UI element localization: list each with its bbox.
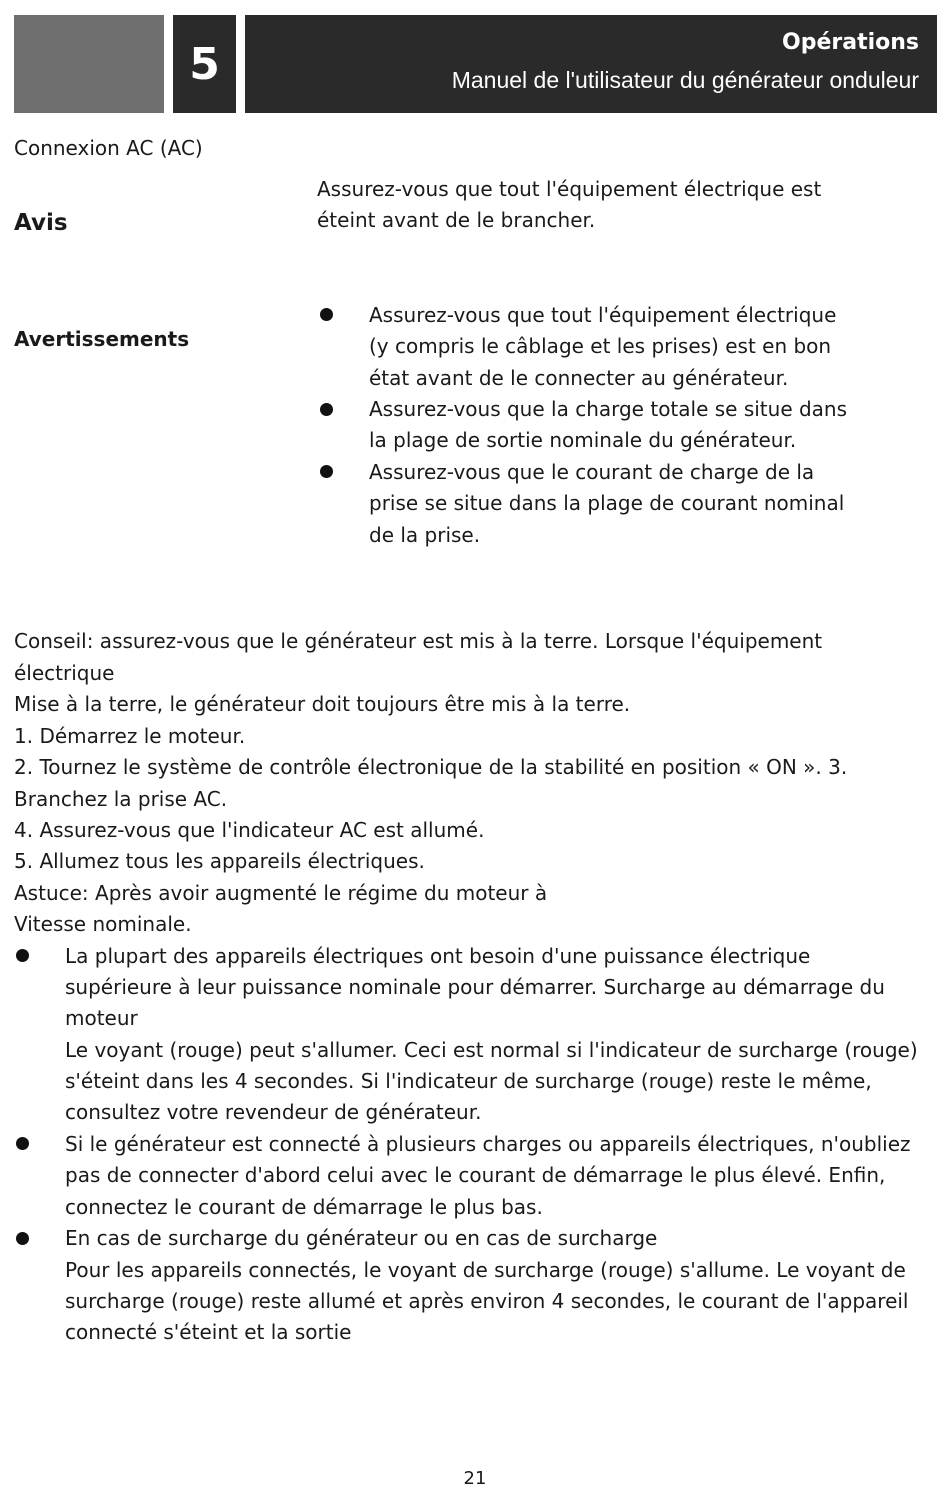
bullet-icon xyxy=(16,1137,29,1150)
bullet-icon xyxy=(16,1232,29,1245)
bullet-icon xyxy=(320,403,333,416)
tip-line: pas de connecter d'abord celui avec le courant de démarrage le plus élevé. Enfin, xyxy=(65,1163,886,1187)
tip-line: En cas de surcharge du générateur ou en cas de surcharge xyxy=(65,1226,658,1250)
body-line: Vitesse nominale. xyxy=(14,912,192,936)
header-grey-block xyxy=(14,15,164,113)
body-line: Mise à la terre, le générateur doit toujours être mis à la terre. xyxy=(14,692,631,716)
body-line: Astuce: Après avoir augmenté le régime du moteur à xyxy=(14,881,548,905)
warning-line: Assurez-vous que tout l'équipement électrique xyxy=(369,303,837,327)
body-line: Conseil: assurez-vous que le générateur est mis à la terre. Lorsque l'équipement xyxy=(14,629,823,653)
warning-line: prise se situe dans la plage de courant nominal xyxy=(369,491,845,515)
tip-line: Pour les appareils connectés, le voyant de surcharge (rouge) s'allume. Le voyant de xyxy=(65,1258,906,1282)
tip-line: connectez le courant de démarrage le plus bas. xyxy=(65,1195,543,1219)
body-line: 1. Démarrez le moteur. xyxy=(14,724,246,748)
tip-line: supérieure à leur puissance nominale pour démarrer. Surcharge au démarrage du xyxy=(65,975,885,999)
body-line: 4. Assurez-vous que l'indicateur AC est allumé. xyxy=(14,818,485,842)
body-line: Branchez la prise AC. xyxy=(14,787,228,811)
tip-line: Si le générateur est connecté à plusieurs charges ou appareils électriques, n'oubliez xyxy=(65,1132,911,1156)
tip-line: s'éteint dans les 4 secondes. Si l'indicateur de surcharge (rouge) reste le même, xyxy=(65,1069,872,1093)
section-title: Opérations xyxy=(782,30,919,55)
notice-line: Assurez-vous que tout l'équipement électrique est xyxy=(317,177,822,201)
tip-line: connecté s'éteint et la sortie xyxy=(65,1320,352,1344)
bullet-icon xyxy=(320,465,333,478)
manual-title: Manuel de l'utilisateur du générateur onduleur xyxy=(451,67,919,93)
tip-line: surcharge (rouge) reste allumé et après environ 4 secondes, le courant de l'appareil xyxy=(65,1289,909,1313)
header-bar xyxy=(245,15,937,113)
notice-label: Avis xyxy=(14,210,68,236)
body-line: 5. Allumez tous les appareils électriques. xyxy=(14,849,425,873)
warning-line: Assurez-vous que la charge totale se situe dans xyxy=(369,397,848,421)
connection-heading: Connexion AC (AC) xyxy=(14,136,203,160)
warning-line: état avant de le connecter au générateur. xyxy=(369,366,789,390)
chapter-number: 5 xyxy=(173,15,236,113)
warning-line: de la prise. xyxy=(369,523,481,547)
warning-line: Assurez-vous que le courant de charge de la xyxy=(369,460,815,484)
notice-line: éteint avant de le brancher. xyxy=(317,208,596,232)
bullet-icon xyxy=(320,308,333,321)
page-number: 21 xyxy=(463,1468,487,1489)
warning-line: la plage de sortie nominale du générateur. xyxy=(369,428,797,452)
body-line: 2. Tournez le système de contrôle électronique de la stabilité en position « ON ». 3. xyxy=(14,755,848,779)
tip-line: Le voyant (rouge) peut s'allumer. Ceci est normal si l'indicateur de surcharge (rouge) xyxy=(65,1038,918,1062)
warning-line: (y compris le câblage et les prises) est en bon xyxy=(369,334,832,358)
tip-line: consultez votre revendeur de générateur. xyxy=(65,1100,482,1124)
tip-line: La plupart des appareils électriques ont besoin d'une puissance électrique xyxy=(65,944,811,968)
body-line: électrique xyxy=(14,661,115,685)
bullet-icon xyxy=(16,949,29,962)
tip-line: moteur xyxy=(65,1006,138,1030)
warnings-label: Avertissements xyxy=(14,327,190,351)
